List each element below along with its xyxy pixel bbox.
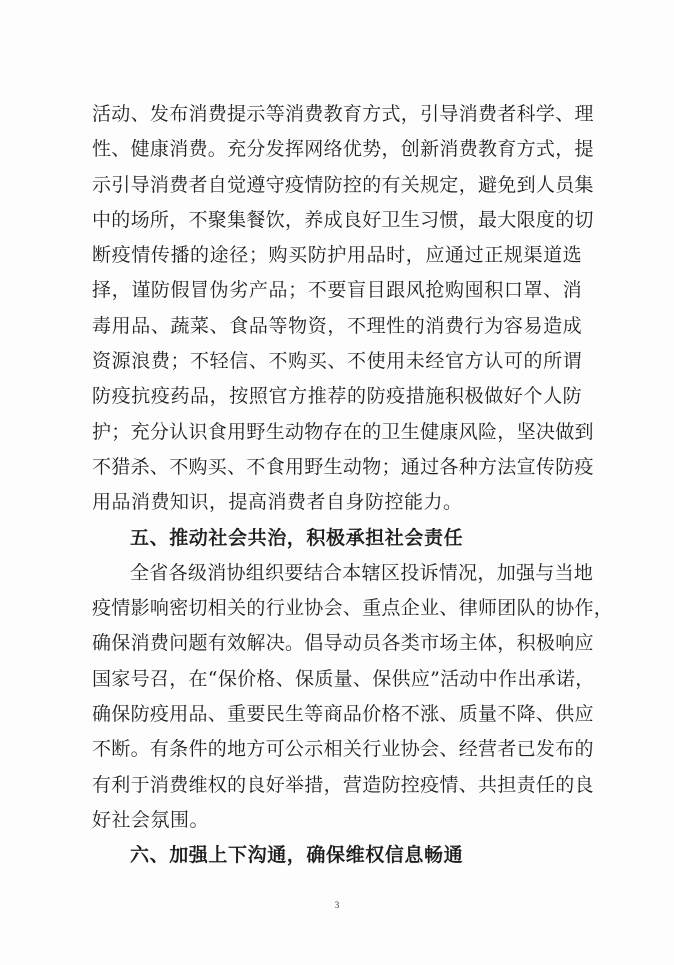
paragraph-line: 资源浪费；不轻信、不购买、不使用未经官方认可的所谓	[92, 350, 582, 373]
paragraph-line: 不断。有条件的地方可公示相关行业协会、经营者已发布的	[92, 738, 594, 761]
paragraph-line: 确保消费问题有效解决。倡导动员各类市场主体，积极响应	[92, 632, 594, 655]
paragraph-line: 防疫抗疫药品，按照官方推荐的防疫措施积极做好个人防	[92, 385, 582, 408]
body-text	[92, 97, 614, 874]
paragraph-line: 性、健康消费。充分发挥网络优势，创新消费教育方式，提	[92, 138, 594, 161]
paragraph-line: 国家号召，在“保价格、保质量、保供应”活动中作出承诺，	[92, 667, 595, 690]
paragraph-line: 用品消费知识，提高消费者自身防控能力。	[92, 491, 463, 514]
paragraph-line: 好社会氛围。	[92, 808, 210, 831]
page-number: 3	[334, 900, 340, 910]
section-heading-6: 六、加强上下沟通，确保维权信息畅通	[130, 844, 464, 867]
paragraph-line: 活动、发布消费提示等消费教育方式，引导消费者科学、理	[92, 103, 594, 125]
section-heading-5: 五、推动社会共治，积极承担社会责任	[130, 526, 464, 549]
paragraph-line: 不猎杀、不购买、不食用野生动物；通过各种方法宣传防疫	[92, 455, 594, 478]
paragraph-line: 全省各级消协组织要结合本辖区投诉情况，加强与当地	[130, 561, 594, 584]
paragraph-line: 有利于消费维权的良好举措，营造防控疫情、共担责任的良	[92, 773, 594, 796]
paragraph-line: 疫情影响密切相关的行业协会、重点企业、律师团队的协作，	[92, 597, 614, 620]
paragraph-line: 护；充分认识食用野生动物存在的卫生健康风险，坚决做到	[92, 420, 594, 443]
paragraph-line: 毒用品、蔬菜、食品等物资，不理性的消费行为容易造成	[92, 314, 582, 337]
paragraph-line: 择，谨防假冒伪劣产品；不要盲目跟风抢购囤积口罩、消	[92, 279, 582, 302]
paragraph-line: 示引导消费者自觉遵守疫情防控的有关规定，避免到人员集	[92, 173, 594, 196]
paragraph-line: 中的场所，不聚集餐饮，养成良好卫生习惯，最大限度的切	[92, 208, 594, 231]
paragraph-line: 确保防疫用品、重要民生等商品价格不涨、质量不降、供应	[92, 703, 594, 726]
paragraph-line: 断疫情传播的途径；购买防护用品时，应通过正规渠道选	[92, 244, 582, 267]
